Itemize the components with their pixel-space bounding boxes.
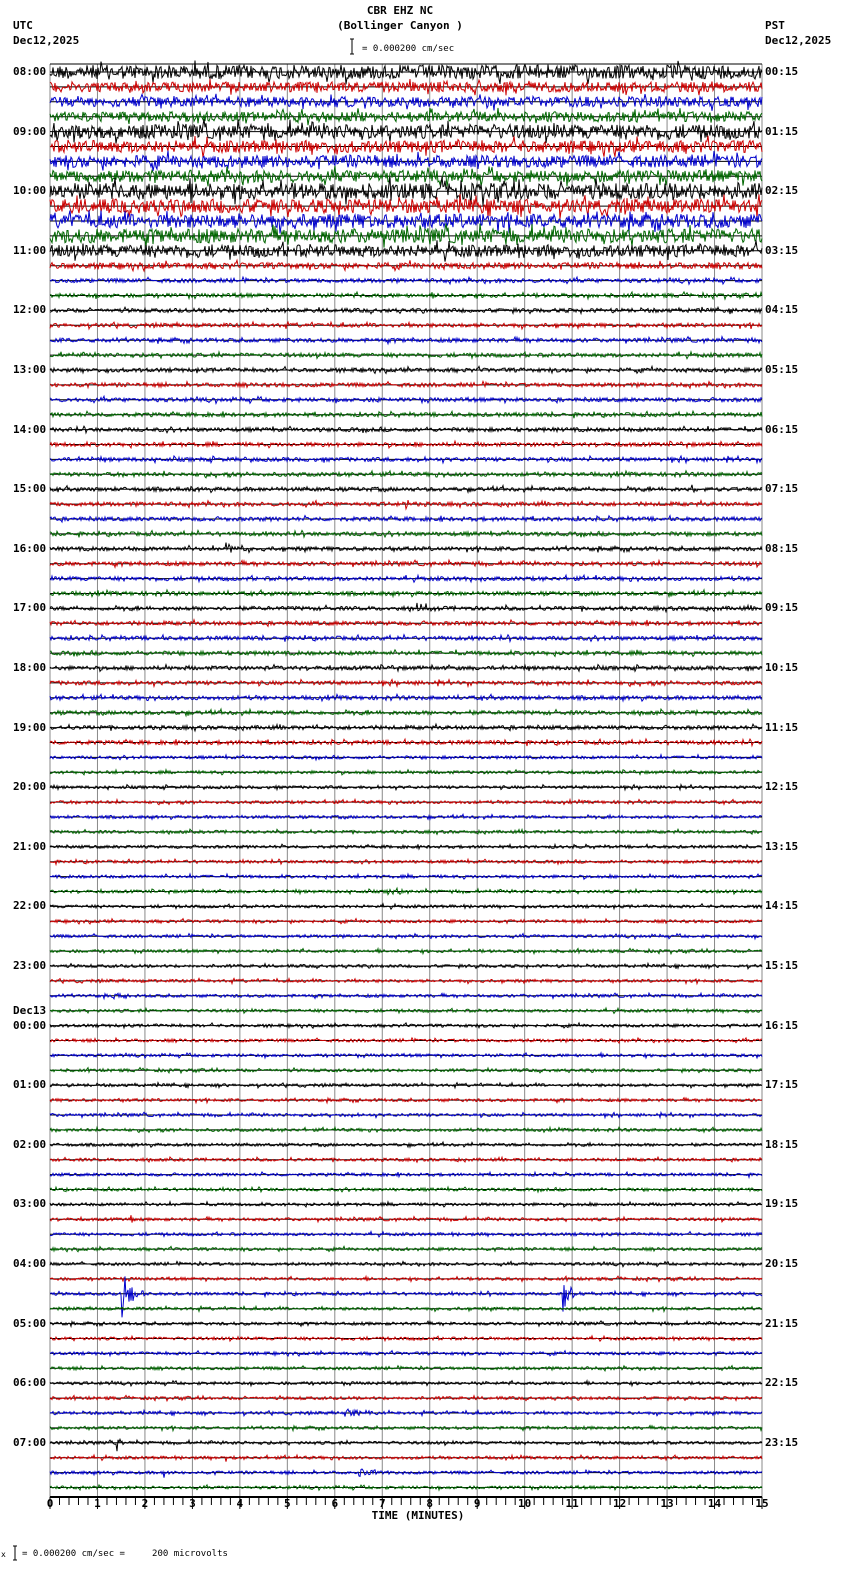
pst-hour-label: 16:15: [765, 1018, 799, 1032]
utc-hour-label: 21:00: [13, 839, 47, 853]
utc-hour-label: 17:00: [13, 601, 47, 615]
utc-hour-label: 08:00: [13, 65, 47, 78]
pst-hour-label: 13:15: [765, 839, 799, 853]
x-tick-label: 14: [707, 1497, 722, 1510]
pst-hour-label: 08:15: [765, 541, 799, 555]
utc-hour-label: 07:00: [13, 1435, 47, 1449]
x-axis-title: TIME (MINUTES): [371, 1509, 465, 1522]
x-tick-label: 0: [46, 1497, 54, 1510]
pst-hour-label: 23:15: [765, 1435, 799, 1449]
utc-hour-label: 12:00: [13, 303, 47, 317]
pst-hour-label: 10:15: [765, 661, 799, 674]
pst-hour-label: 04:15: [765, 303, 799, 317]
x-tick-label: 1: [94, 1497, 101, 1510]
left-timezone: UTC: [13, 19, 33, 32]
utc-hour-label: 09:00: [13, 124, 47, 138]
utc-hour-label: 13:00: [13, 363, 47, 376]
x-tick-label: 8: [426, 1497, 434, 1510]
pst-hour-label: 05:15: [765, 363, 799, 376]
x-tick-label: 5: [284, 1497, 291, 1510]
pst-hour-label: 19:15: [765, 1197, 799, 1211]
x-tick-label: 11: [565, 1497, 579, 1510]
utc-hour-label: 02:00: [13, 1137, 47, 1151]
pst-hour-label: 22:15: [765, 1376, 799, 1390]
x-tick-label: 7: [378, 1497, 386, 1510]
utc-hour-label: 23:00: [13, 959, 47, 972]
utc-hour-label: 15:00: [13, 482, 47, 496]
pst-hour-label: 17:15: [765, 1078, 799, 1092]
pst-hour-label: 15:15: [765, 959, 799, 972]
utc-hour-label: 11:00: [13, 243, 47, 257]
x-tick-label: 12: [612, 1497, 627, 1510]
utc-hour-label: 00:00: [13, 1018, 47, 1032]
scale-label: = 0.000200 cm/sec: [362, 44, 455, 54]
seismic-traces: [50, 61, 762, 1491]
utc-hour-label: 05:00: [13, 1316, 47, 1330]
pst-hour-label: 06:15: [765, 422, 799, 436]
pst-hour-label: 03:15: [765, 243, 799, 257]
x-tick-label: 13: [660, 1497, 674, 1510]
pst-hour-label: 07:15: [765, 482, 799, 496]
pst-hour-label: 12:15: [765, 780, 799, 794]
x-tick-label: 3: [189, 1497, 196, 1510]
utc-hour-label: 04:00: [13, 1257, 47, 1270]
pst-hour-label: 01:15: [765, 124, 799, 138]
pst-hour-label: 09:15: [765, 601, 799, 615]
pst-hour-label: 18:15: [765, 1137, 799, 1151]
footer-scale-text: = 0.000200 cm/sec = 200 microvolts: [22, 1549, 228, 1559]
station-location: (Bollinger Canyon ): [337, 19, 463, 32]
date-change-label: Dec13: [13, 1003, 47, 1017]
utc-hour-label: 10:00: [13, 184, 47, 198]
utc-hour-label: 18:00: [13, 661, 47, 674]
utc-hour-label: 22:00: [13, 899, 47, 913]
utc-hour-label: 16:00: [13, 541, 47, 555]
x-tick-label: 9: [473, 1497, 481, 1510]
right-timezone: PST: [765, 19, 785, 32]
pst-hour-label: 20:15: [765, 1257, 799, 1270]
station-title: CBR EHZ NC: [366, 4, 434, 17]
pst-hour-label: 00:15: [765, 65, 799, 78]
utc-hour-label: 19:00: [13, 720, 47, 734]
right-date: Dec12,2025: [765, 34, 832, 47]
pst-hour-label: 21:15: [765, 1316, 799, 1330]
x-tick-label: 6: [331, 1497, 339, 1510]
utc-hour-label: 06:00: [13, 1376, 47, 1390]
left-date: Dec12,2025: [13, 34, 80, 47]
x-tick-label: 15: [755, 1497, 769, 1510]
pst-hour-label: 14:15: [765, 899, 799, 913]
utc-hour-label: 14:00: [13, 422, 47, 436]
x-tick-label: 10: [518, 1497, 532, 1510]
utc-hour-label: 01:00: [13, 1078, 47, 1092]
pst-hour-label: 11:15: [765, 720, 799, 734]
x-tick-label: 4: [236, 1497, 244, 1510]
utc-hour-label: 20:00: [13, 780, 47, 794]
pst-hour-label: 02:15: [765, 184, 799, 198]
utc-hour-label: 03:00: [13, 1197, 47, 1211]
x-tick-label: 2: [141, 1497, 149, 1510]
footer-scale-prefix: x: [1, 1550, 6, 1559]
